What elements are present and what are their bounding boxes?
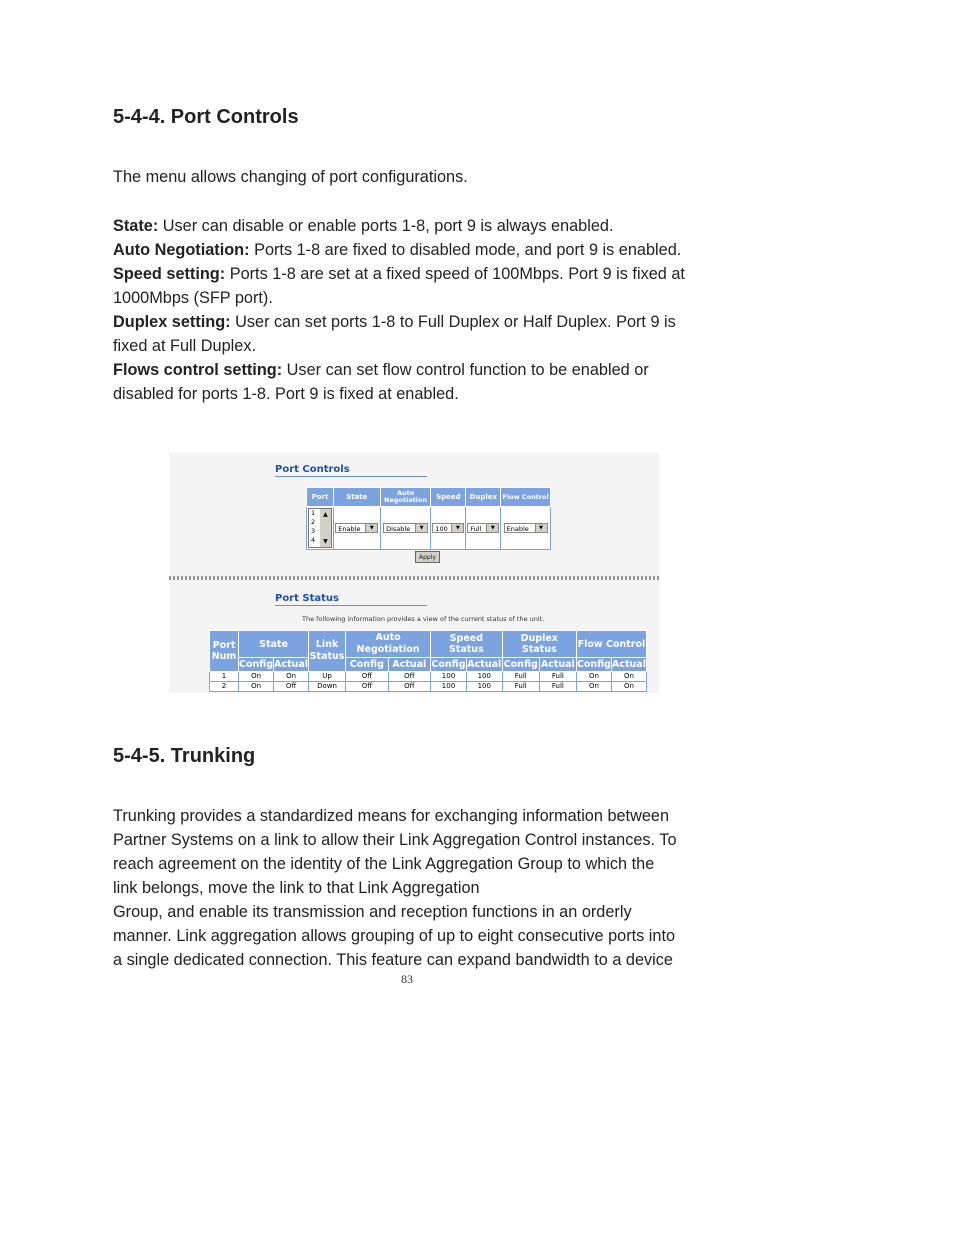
subheader-config: Config — [239, 659, 274, 670]
header-port-num: Port Num — [210, 631, 239, 672]
subheader-config: Config — [431, 659, 466, 670]
duplex-select-cell — [466, 507, 501, 550]
subheader-actual: Actual — [612, 659, 646, 670]
cell: Full — [539, 672, 576, 682]
header-speed: Speed — [431, 488, 466, 507]
state-desc: State: User can disable or enable ports 1-8, port 9 is always enabled. — [113, 217, 614, 235]
port-option[interactable]: 2 — [310, 518, 316, 526]
apply-button[interactable]: Apply — [415, 551, 440, 563]
port-option[interactable]: 3 — [310, 527, 316, 535]
state-select[interactable]: Enable ▼ — [335, 523, 378, 533]
duplex-select[interactable]: Full ▼ — [467, 523, 499, 533]
auto-negotiation-select[interactable]: Disable ▼ — [383, 523, 428, 533]
flow-control-desc: Flows control setting: User can set flow control function to be enabled or disabled for ports 1-8. Port 9 is fixed at enabled. — [113, 361, 649, 403]
subheader-config: Config — [503, 659, 538, 670]
cell: Off — [274, 682, 309, 692]
header-speed-status: Speed Status — [431, 631, 503, 658]
state-select-cell — [333, 507, 380, 550]
listbox-scrollbar[interactable] — [320, 509, 331, 547]
text-line: manner. Link aggregation allows grouping of up to eight consecutive ports into — [113, 927, 676, 945]
port-controls-table — [306, 487, 551, 550]
text-line: Partner Systems on a link to allow their Link Aggregation Control instances. To — [113, 831, 677, 849]
header-flow-control: Flow Control — [576, 631, 646, 658]
cell: Off — [346, 672, 389, 682]
header-duplex-status: Duplex Status — [502, 631, 576, 658]
header-port: Port — [307, 488, 334, 507]
chevron-down-icon: ▼ — [415, 524, 427, 532]
speed-select[interactable]: 100 ▼ — [432, 523, 464, 533]
cell: 1 — [210, 672, 239, 682]
port-listbox[interactable] — [308, 508, 332, 548]
scroll-down-icon[interactable]: ▼ — [321, 537, 330, 546]
cell: Up — [309, 672, 346, 682]
cell: Full — [502, 672, 539, 682]
cell: On — [576, 682, 611, 692]
cell: On — [274, 672, 309, 682]
cell: 100 — [466, 672, 502, 682]
port-settings-description — [113, 214, 713, 406]
table-row — [210, 682, 647, 692]
text-line: a single dedicated connection. This feature can expand bandwidth to a device — [113, 951, 673, 969]
port-status-title: Port Status — [275, 593, 427, 606]
cell: Down — [309, 682, 346, 692]
table-row — [210, 672, 647, 682]
chevron-down-icon: ▼ — [365, 524, 377, 532]
port-controls-title: Port Controls — [275, 464, 427, 477]
duplex-desc: Duplex setting: User can set ports 1-8 to Full Duplex or Half Duplex. Port 9 is fixed at Full Duplex. — [113, 313, 676, 355]
chevron-down-icon: ▼ — [535, 524, 547, 532]
cell: 100 — [431, 682, 467, 692]
port-status-table — [209, 630, 647, 692]
text-line: Group, and enable its transmission and reception functions in an orderly — [113, 903, 632, 921]
header-duplex: Duplex — [466, 488, 501, 507]
text-line: reach agreement on the identity of the Link Aggregation Group to which the — [113, 855, 655, 873]
speed-desc: Speed setting: Ports 1-8 are set at a fixed speed of 100Mbps. Port 9 is fixed at 1000Mbps (SFP port). — [113, 265, 685, 307]
auto-select-cell — [380, 507, 431, 550]
header-state: State — [333, 488, 380, 507]
cell: On — [239, 672, 274, 682]
port-status-description: The following information provides a view of the current status of the unit. — [302, 615, 545, 623]
trunking-paragraph — [113, 804, 713, 972]
header-link-status: Link Status — [309, 631, 346, 672]
cell: Full — [539, 682, 576, 692]
subheader-actual: Actual — [274, 659, 309, 670]
header-flow-control: Flow Control — [501, 488, 551, 507]
cell: On — [611, 682, 646, 692]
header-auto-negotiation: Auto Negotiation — [380, 488, 431, 507]
cell: 100 — [466, 682, 502, 692]
text-line: Trunking provides a standardized means for exchanging information between — [113, 807, 669, 825]
subheader-actual: Actual — [388, 658, 430, 672]
cell: On — [239, 682, 274, 692]
text-line: link belongs, move the link to that Link Aggregation — [113, 879, 480, 897]
subheader-actual: Actual — [540, 659, 575, 670]
header-state: State — [239, 631, 309, 658]
chevron-down-icon: ▼ — [486, 524, 498, 532]
cell: 2 — [210, 682, 239, 692]
page-number: 83 — [401, 972, 413, 986]
subheader-config: Config — [346, 658, 389, 672]
flow-control-select[interactable]: Enable ▼ — [504, 523, 548, 533]
header-auto-negotiation: Auto Negotiation — [346, 631, 431, 658]
port-controls-screenshot — [169, 453, 659, 693]
cell: On — [576, 672, 611, 682]
cell: On — [611, 672, 646, 682]
port-option[interactable]: 4 — [310, 536, 316, 544]
cell: 100 — [431, 672, 467, 682]
subheader-actual: Actual — [467, 659, 502, 670]
port-select-cell — [307, 507, 334, 550]
chevron-down-icon: ▼ — [451, 524, 463, 532]
section-heading-port-controls: 5-4-4. Port Controls — [113, 106, 299, 128]
section-heading-trunking: 5-4-5. Trunking — [113, 745, 256, 767]
divider — [169, 576, 659, 580]
speed-select-cell — [431, 507, 466, 550]
scroll-up-icon[interactable]: ▲ — [321, 510, 330, 519]
auto-negotiation-desc: Auto Negotiation: Ports 1-8 are fixed to disabled mode, and port 9 is enabled. — [113, 241, 682, 259]
cell: Off — [388, 672, 430, 682]
subheader-config: Config — [576, 659, 611, 670]
cell: Off — [346, 682, 389, 692]
port-option[interactable]: 1 — [310, 509, 316, 517]
intro-paragraph: The menu allows changing of port configurations. — [113, 168, 468, 186]
cell: Off — [388, 682, 430, 692]
cell: Full — [502, 682, 539, 692]
flow-select-cell — [501, 507, 551, 550]
